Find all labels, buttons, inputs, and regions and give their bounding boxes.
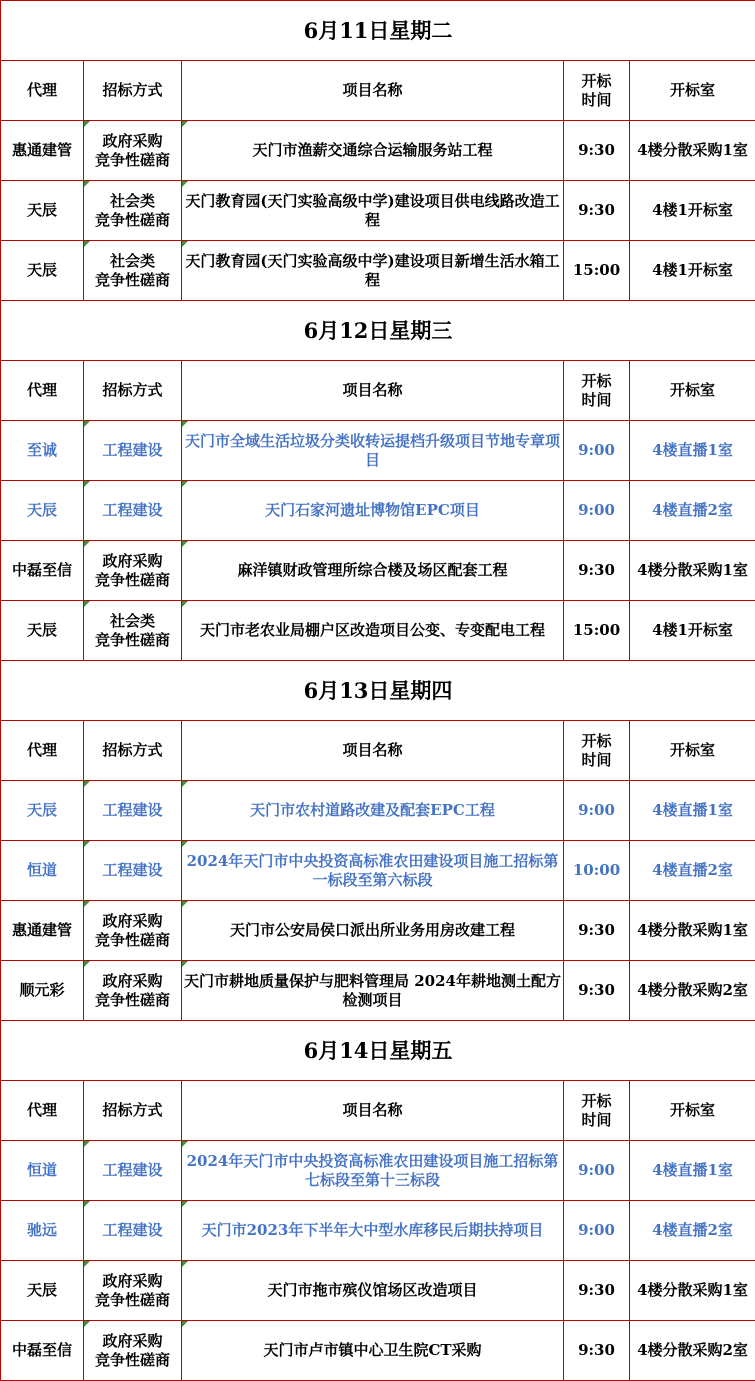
cell-room: 4楼分散采购2室 [630, 961, 755, 1021]
cell-method: 政府采购 竞争性磋商 [84, 1321, 182, 1381]
table-row [1, 241, 755, 301]
header-room: 开标室 [630, 1081, 755, 1141]
cell-method: 社会类 竞争性磋商 [84, 241, 182, 301]
table-row [1, 601, 755, 661]
cell-time: 9:30 [564, 1261, 630, 1321]
cell-method: 政府采购 竞争性磋商 [84, 1261, 182, 1321]
cell-room: 4楼直播1室 [630, 781, 755, 841]
header-agent: 代理 [1, 61, 84, 121]
cell-project: 天门市全域生活垃圾分类收转运提档升级项目节地专章项目 [182, 421, 564, 481]
cell-project: 天门市2023年下半年大中型水库移民后期扶持项目 [182, 1201, 564, 1261]
cell-method: 政府采购 竞争性磋商 [84, 121, 182, 181]
header-time: 开标 时间 [564, 721, 630, 781]
header-method: 招标方式 [84, 361, 182, 421]
cell-project: 天门石家河遗址博物馆EPC项目 [182, 481, 564, 541]
cell-room: 4楼1开标室 [630, 601, 755, 661]
cell-time: 9:00 [564, 1141, 630, 1201]
cell-time: 9:30 [564, 961, 630, 1021]
header-project: 项目名称 [182, 61, 564, 121]
cell-time: 9:30 [564, 1321, 630, 1381]
cell-room: 4楼1开标室 [630, 241, 755, 301]
header-method: 招标方式 [84, 721, 182, 781]
table-row [1, 841, 755, 901]
header-room: 开标室 [630, 361, 755, 421]
table-row [1, 781, 755, 841]
header-agent: 代理 [1, 1081, 84, 1141]
header-time: 开标 时间 [564, 61, 630, 121]
header-room: 开标室 [630, 721, 755, 781]
header-method: 招标方式 [84, 61, 182, 121]
cell-agent: 天辰 [1, 601, 84, 661]
cell-method: 政府采购 竞争性磋商 [84, 961, 182, 1021]
cell-room: 4楼直播1室 [630, 1141, 755, 1201]
header-method: 招标方式 [84, 1081, 182, 1141]
table-row [1, 1261, 755, 1321]
cell-project: 天门教育园(天门实验高级中学)建设项目供电线路改造工程 [182, 181, 564, 241]
cell-project: 天门市农村道路改建及配套EPC工程 [182, 781, 564, 841]
header-time: 开标 时间 [564, 361, 630, 421]
header-row [1, 361, 755, 421]
cell-agent: 顺元彩 [1, 961, 84, 1021]
cell-method: 工程建设 [84, 1201, 182, 1261]
table-row [1, 901, 755, 961]
header-project: 项目名称 [182, 721, 564, 781]
cell-room: 4楼直播2室 [630, 841, 755, 901]
cell-agent: 恒道 [1, 1141, 84, 1201]
cell-room: 4楼分散采购1室 [630, 121, 755, 181]
cell-time: 9:30 [564, 121, 630, 181]
cell-room: 4楼分散采购2室 [630, 1321, 755, 1381]
cell-project: 2024年天门市中央投资高标准农田建设项目施工招标第一标段至第六标段 [182, 841, 564, 901]
cell-method: 社会类 竞争性磋商 [84, 601, 182, 661]
cell-project: 天门市拖市殡仪馆场区改造项目 [182, 1261, 564, 1321]
day-title-row [1, 661, 755, 721]
cell-time: 9:00 [564, 481, 630, 541]
table-row [1, 1141, 755, 1201]
schedule-body [1, 1, 755, 1381]
header-row [1, 721, 755, 781]
cell-agent: 天辰 [1, 481, 84, 541]
day-title-row [1, 301, 755, 361]
cell-agent: 天辰 [1, 1261, 84, 1321]
cell-agent: 驰远 [1, 1201, 84, 1261]
cell-project: 2024年天门市中央投资高标准农田建设项目施工招标第七标段至第十三标段 [182, 1141, 564, 1201]
cell-time: 9:30 [564, 901, 630, 961]
day-title: 6月12日星期三 [1, 301, 755, 361]
cell-time: 9:00 [564, 1201, 630, 1261]
cell-project: 天门市公安局侯口派出所业务用房改建工程 [182, 901, 564, 961]
cell-project: 天门市老农业局棚户区改造项目公变、专变配电工程 [182, 601, 564, 661]
cell-agent: 至诚 [1, 421, 84, 481]
cell-agent: 中磊至信 [1, 541, 84, 601]
cell-room: 4楼分散采购1室 [630, 1261, 755, 1321]
table-row [1, 181, 755, 241]
cell-room: 4楼1开标室 [630, 181, 755, 241]
cell-time: 9:30 [564, 541, 630, 601]
header-room: 开标室 [630, 61, 755, 121]
cell-agent: 天辰 [1, 181, 84, 241]
day-title-row [1, 1, 755, 61]
cell-time: 10:00 [564, 841, 630, 901]
table-row [1, 121, 755, 181]
cell-method: 工程建设 [84, 781, 182, 841]
cell-room: 4楼直播1室 [630, 421, 755, 481]
table-row [1, 421, 755, 481]
header-agent: 代理 [1, 361, 84, 421]
table-row [1, 481, 755, 541]
cell-method: 政府采购 竞争性磋商 [84, 541, 182, 601]
cell-agent: 天辰 [1, 241, 84, 301]
cell-room: 4楼直播2室 [630, 1201, 755, 1261]
cell-agent: 惠通建管 [1, 901, 84, 961]
cell-method: 社会类 竞争性磋商 [84, 181, 182, 241]
header-time: 开标 时间 [564, 1081, 630, 1141]
cell-project: 天门市卢市镇中心卫生院CT采购 [182, 1321, 564, 1381]
header-project: 项目名称 [182, 1081, 564, 1141]
header-row [1, 61, 755, 121]
table-row [1, 1201, 755, 1261]
cell-time: 9:00 [564, 781, 630, 841]
cell-agent: 恒道 [1, 841, 84, 901]
day-title: 6月13日星期四 [1, 661, 755, 721]
cell-project: 天门市渔薪交通综合运输服务站工程 [182, 121, 564, 181]
cell-agent: 天辰 [1, 781, 84, 841]
table-row [1, 541, 755, 601]
header-row [1, 1081, 755, 1141]
cell-method: 工程建设 [84, 421, 182, 481]
cell-agent: 中磊至信 [1, 1321, 84, 1381]
cell-method: 工程建设 [84, 481, 182, 541]
cell-room: 4楼分散采购1室 [630, 901, 755, 961]
cell-time: 15:00 [564, 241, 630, 301]
cell-project: 天门教育园(天门实验高级中学)建设项目新增生活水箱工程 [182, 241, 564, 301]
cell-time: 15:00 [564, 601, 630, 661]
cell-project: 天门市耕地质量保护与肥料管理局 2024年耕地测土配方检测项目 [182, 961, 564, 1021]
cell-method: 政府采购 竞争性磋商 [84, 901, 182, 961]
cell-time: 9:30 [564, 181, 630, 241]
header-project: 项目名称 [182, 361, 564, 421]
day-title: 6月14日星期五 [1, 1021, 755, 1081]
cell-room: 4楼分散采购1室 [630, 541, 755, 601]
header-agent: 代理 [1, 721, 84, 781]
table-row [1, 1321, 755, 1381]
cell-room: 4楼直播2室 [630, 481, 755, 541]
cell-agent: 惠通建管 [1, 121, 84, 181]
cell-method: 工程建设 [84, 1141, 182, 1201]
cell-time: 9:00 [564, 421, 630, 481]
table-row [1, 961, 755, 1021]
day-title: 6月11日星期二 [1, 1, 755, 61]
cell-method: 工程建设 [84, 841, 182, 901]
cell-project: 麻洋镇财政管理所综合楼及场区配套工程 [182, 541, 564, 601]
day-title-row [1, 1021, 755, 1081]
